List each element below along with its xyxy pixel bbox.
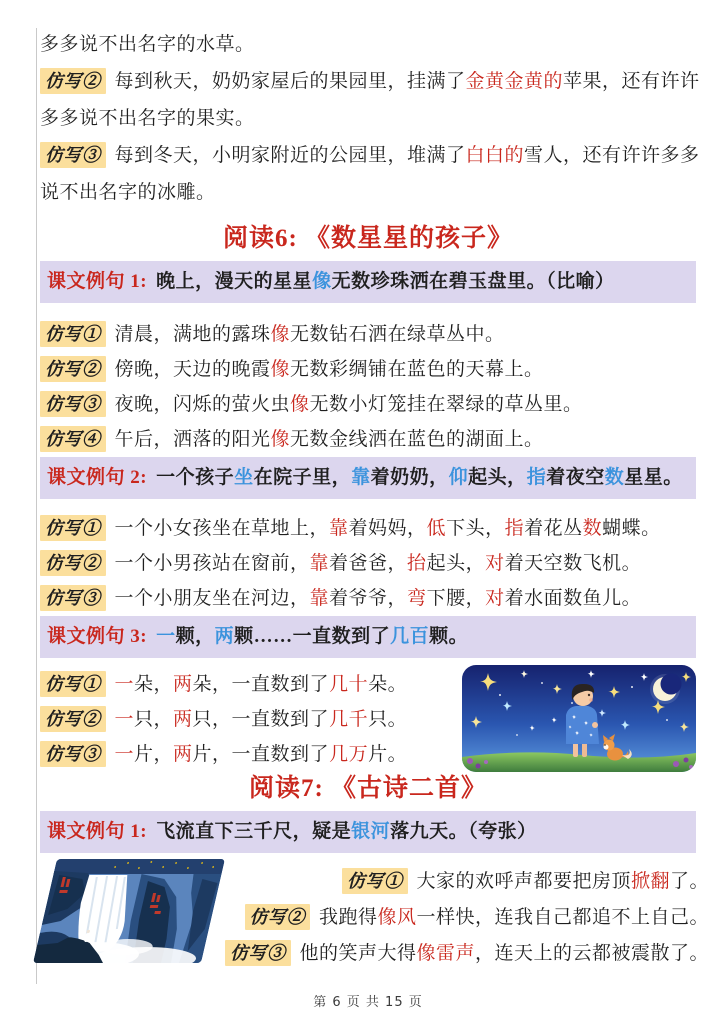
imitation-line <box>40 511 696 546</box>
imitation-line <box>40 63 700 100</box>
imitation-line <box>40 702 452 737</box>
imitation-line <box>225 900 709 936</box>
imitation-label: 仿写① <box>40 515 106 541</box>
imitation-line <box>225 864 709 900</box>
page-edge-line <box>36 28 37 984</box>
imitation-line <box>40 352 696 387</box>
imitation-text: 一个小朋友坐在河边，靠着爷爷，弯下腰，对着水面数鱼儿。 <box>114 588 642 609</box>
imitation-label: 仿写② <box>245 904 311 930</box>
imitation-line <box>40 422 696 457</box>
example-text: 一个孩子坐在院子里，靠着奶奶，仰起头，指着夜空数星星。 <box>156 467 683 488</box>
imitation-text: 傍晚，天边的晚霞像无数彩绸铺在蓝色的天幕上。 <box>114 359 544 380</box>
imitation-line <box>40 546 696 581</box>
waterfall-svg <box>33 859 225 963</box>
imitation-text: 清晨，满地的露珠像无数钻石洒在绿草丛中。 <box>114 324 505 345</box>
imitation-column <box>225 859 709 972</box>
example-sentence-bar <box>40 457 696 499</box>
example-label: 课文例句 3: <box>47 626 148 647</box>
example-label: 课文例句 1: <box>47 821 148 842</box>
imitation-line <box>40 667 452 702</box>
example-label: 课文例句 1: <box>47 271 148 292</box>
example-sentence-bar <box>40 261 696 303</box>
imitation-line <box>225 936 709 972</box>
example-text: 一颗，两颗……一直数到了几百颗。 <box>156 626 469 647</box>
waterfall-painting <box>33 859 225 963</box>
imitation-label: 仿写③ <box>40 142 106 168</box>
night-sky-svg <box>462 665 696 772</box>
imitation-text: 大家的欢呼声都要把房顶掀翻了。 <box>416 871 710 892</box>
imitation-label: 仿写① <box>342 868 408 894</box>
imitation-text: 一个小男孩站在窗前，靠着爸爸，抬起头，对着天空数飞机。 <box>114 553 642 574</box>
example-text: 晚上，漫天的星星像无数珍珠洒在碧玉盘里。（比喻） <box>156 271 615 292</box>
imitation-label: 仿写③ <box>40 741 106 767</box>
imitation-row-with-image <box>40 665 696 773</box>
imitation-text: 一朵，两朵，一直数到了几十朵。 <box>114 674 408 695</box>
imitation-label: 仿写③ <box>225 940 291 966</box>
imitation-label: 仿写③ <box>40 391 106 417</box>
imitation-text: 一片，两片，一直数到了几万片。 <box>114 744 408 765</box>
section-heading-reading6: 阅读6: 《数星星的孩子》 <box>222 225 514 252</box>
page-content <box>40 26 710 1010</box>
example-label: 课文例句 2: <box>47 467 148 488</box>
imitation-column <box>40 665 452 772</box>
body-line: 多多说不出名字的果实。 <box>40 108 255 129</box>
example-sentence-bar <box>40 811 696 853</box>
night-sky-illustration <box>462 665 696 772</box>
example-text: 飞流直下三千尺，疑是银河落九天。（夸张） <box>156 821 537 842</box>
night-band <box>54 859 225 874</box>
imitation-label: 仿写② <box>40 706 106 732</box>
imitation-text: 午后，洒落的阳光像无数金线洒在蓝色的湖面上。 <box>114 429 544 450</box>
imitation-label: 仿写① <box>40 321 106 347</box>
imitation-text: 一只，两只，一直数到了几千只。 <box>114 709 408 730</box>
page-number-indicator: 第 6 页 共 15 页 <box>313 995 423 1010</box>
imitation-label: 仿写① <box>40 671 106 697</box>
section-heading-reading7: 阅读7: 《古诗二首》 <box>248 775 488 802</box>
imitation-line <box>40 581 696 616</box>
imitation-line <box>40 137 700 174</box>
imitation-text: 夜晚，闪烁的萤火虫像无数小灯笼挂在翠绿的草丛里。 <box>114 394 583 415</box>
imitation-text: 每到冬天，小明家附近的公园里，堆满了白白的雪人，还有许许多多 <box>114 145 700 166</box>
imitation-text: 他的笑声大得像雷声，连天上的云都被震散了。 <box>299 943 710 964</box>
imitation-label: 仿写④ <box>40 426 106 452</box>
imitation-text: 一个小女孩坐在草地上，靠着妈妈，低下头，指着花丛数蝴蝶。 <box>114 518 661 539</box>
imitation-text: 我跑得像风一样快，连我自己都追不上自己。 <box>319 907 710 928</box>
imitation-label: 仿写② <box>40 550 106 576</box>
imitation-text: 每到秋天，奶奶家屋后的果园里，挂满了金黄金黄的苹果，还有许许 <box>114 71 700 92</box>
imitation-label: 仿写② <box>40 68 106 94</box>
imitation-line <box>40 317 696 352</box>
example-sentence-bar <box>40 616 696 658</box>
imitation-line <box>40 387 696 422</box>
body-line: 多多说不出名字的水草。 <box>40 34 255 55</box>
imitation-label: 仿写② <box>40 356 106 382</box>
body-line: 说不出名字的冰雕。 <box>40 182 216 203</box>
imitation-label: 仿写③ <box>40 585 106 611</box>
imitation-row-with-painting <box>40 859 710 965</box>
imitation-line <box>40 737 452 772</box>
